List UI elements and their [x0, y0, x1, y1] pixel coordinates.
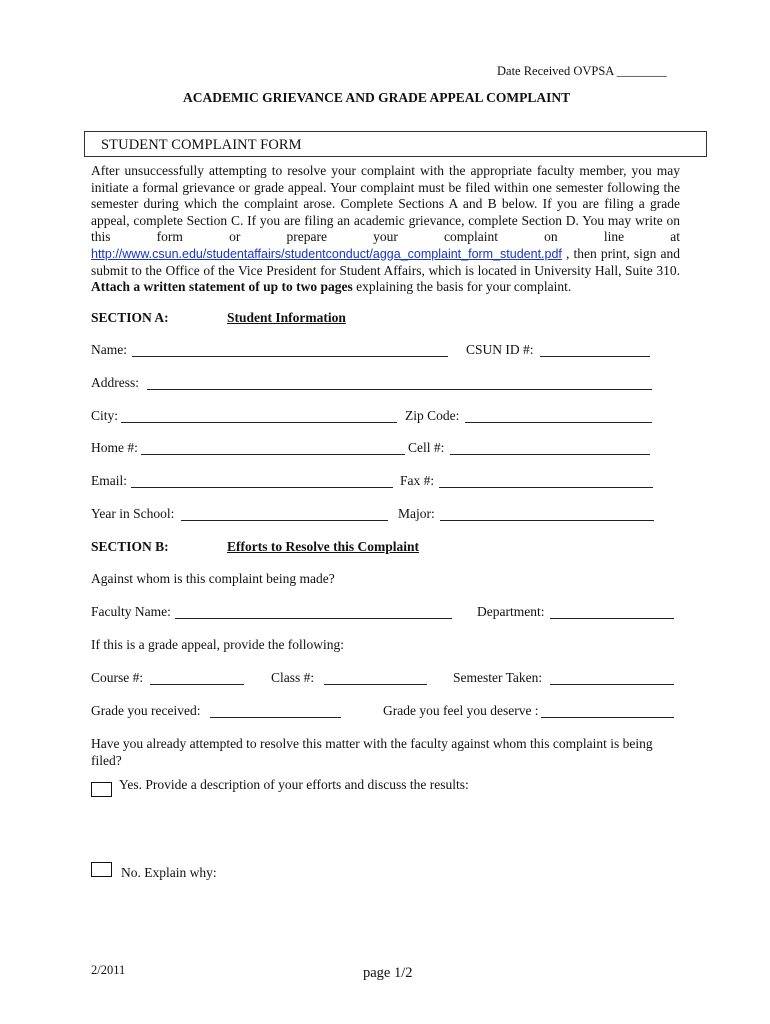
course-field[interactable] — [150, 684, 244, 685]
footer-date: 2/2011 — [91, 963, 126, 977]
section-a-heading: Student Information — [227, 310, 346, 325]
department-field[interactable] — [550, 618, 674, 619]
intro-paragraph — [91, 163, 680, 296]
grade-deserve-label: Grade you feel you deserve : — [383, 703, 539, 718]
section-b-label: SECTION B: — [91, 539, 169, 554]
faculty-name-field[interactable] — [175, 618, 452, 619]
intro-bold-instruction: Attach a written statement of up to two pages — [91, 279, 353, 295]
grade-deserve-field[interactable] — [541, 717, 674, 718]
yes-description-area[interactable] — [116, 798, 676, 858]
yes-checkbox[interactable] — [91, 782, 112, 797]
semester-taken-field[interactable] — [550, 684, 674, 685]
no-checkbox[interactable] — [91, 862, 112, 877]
intro-text: After unsuccessfully attempting to resolve your complaint with the appropriate faculty member, you may initiate a formal grievance or grade appeal. Your complaint must be filed within one semester following the semester during which the complaint arose. Complete Sections A and B below. If you are filing a grade appeal, complete Section C. If you are filing an academic grievance, complete Section D. You may write on this form or prepare your complaint on line at — [91, 163, 680, 245]
cell-phone-label: Cell #: — [408, 440, 445, 455]
year-in-school-label: Year in School: — [91, 506, 175, 521]
address-label: Address: — [91, 375, 139, 390]
email-label: Email: — [91, 473, 127, 488]
grade-appeal-prompt: If this is a grade appeal, provide the following: — [91, 637, 345, 652]
major-label: Major: — [398, 506, 435, 521]
document-title: ACADEMIC GRIEVANCE AND GRADE APPEAL COMPLAINT — [183, 90, 571, 105]
year-in-school-field[interactable] — [181, 520, 388, 521]
home-phone-field[interactable] — [141, 454, 405, 455]
no-description-area[interactable] — [116, 884, 676, 944]
form-title: STUDENT COMPLAINT FORM — [101, 137, 302, 153]
name-label: Name: — [91, 342, 127, 357]
city-label: City: — [91, 408, 119, 423]
fax-label: Fax #: — [400, 473, 435, 488]
section-a-label: SECTION A: — [91, 310, 169, 325]
against-whom-prompt: Against whom is this complaint being made? — [91, 571, 335, 586]
zip-field[interactable] — [465, 422, 652, 423]
yes-option-label: Yes. Provide a description of your efforts and discuss the results: — [119, 777, 469, 792]
major-field[interactable] — [440, 520, 654, 521]
grade-received-field[interactable] — [210, 717, 341, 718]
csun-id-label: CSUN ID #: — [466, 342, 534, 357]
course-label: Course #: — [91, 670, 144, 685]
date-received-label: Date Received OVPSA ________ — [497, 64, 667, 78]
name-field[interactable] — [132, 356, 448, 357]
class-field[interactable] — [324, 684, 427, 685]
cell-phone-field[interactable] — [450, 454, 650, 455]
zip-label: Zip Code: — [405, 408, 460, 423]
faculty-name-label: Faculty Name: — [91, 604, 171, 619]
home-phone-label: Home #: — [91, 440, 138, 455]
csun-id-field[interactable] — [540, 356, 650, 357]
class-label: Class #: — [271, 670, 315, 685]
fax-field[interactable] — [439, 487, 653, 488]
intro-text-after-link: , then print, sign and submit to the Office of the Vice President for Student Affairs, which is located in University Hall, Suite 310. — [91, 245, 680, 278]
semester-taken-label: Semester Taken: — [453, 670, 543, 685]
intro-text-end: explaining the basis for your complaint. — [352, 279, 572, 295]
department-label: Department: — [477, 604, 545, 619]
attempted-resolve-question: Have you already attempted to resolve this matter with the faculty against whom this complaint is being filed? — [91, 736, 653, 768]
section-b-heading: Efforts to Resolve this Complaint — [227, 539, 419, 554]
complaint-form-link[interactable]: http://www.csun.edu/studentaffairs/studentconduct/agga_complaint_form_student.pdf — [91, 246, 562, 261]
form-title-box — [84, 131, 707, 157]
page-number: page 1/2 — [363, 965, 413, 981]
grade-received-label: Grade you received: — [91, 703, 201, 718]
city-field[interactable] — [121, 422, 397, 423]
address-field[interactable] — [147, 389, 652, 390]
no-option-label: No. Explain why: — [121, 865, 217, 880]
email-field[interactable] — [131, 487, 393, 488]
